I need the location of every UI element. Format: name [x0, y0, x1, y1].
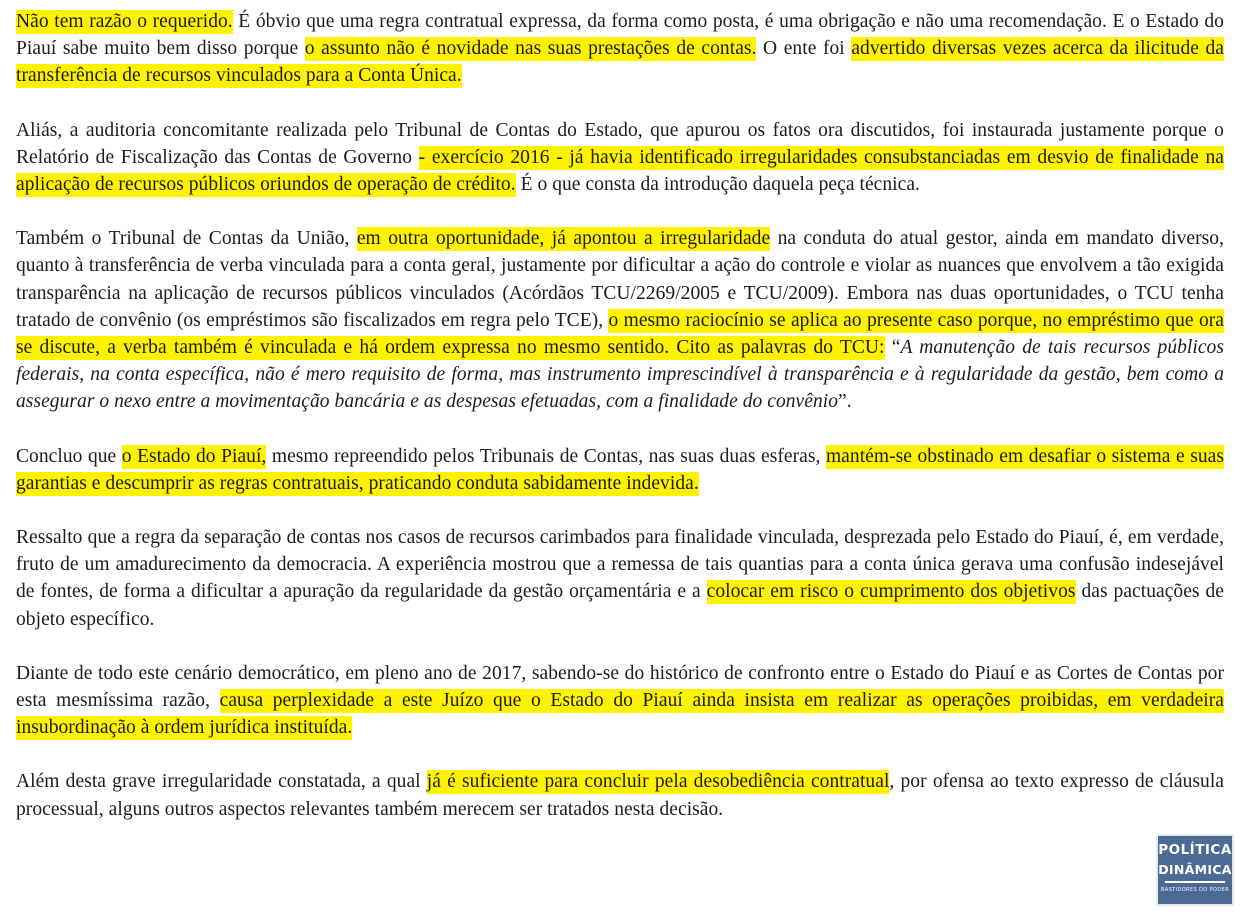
body-text: Diante de todo este cenário democrático, em pleno ano de 2017, sabendo-se do histórico de confronto entre o Estado do Piauí e as Cortes de Contas por esta mesmíssima razão,	[16, 662, 1224, 712]
highlighted-text: - exercício 2016 - já havia identificado irregularidades consubstanciadas em desvio de finalidade na aplicação de recursos públicos oriundos de operação de crédito.	[16, 146, 1224, 196]
logo-line-2: DINÂMICA	[1158, 862, 1232, 877]
logo-line-1: POLÍTICA	[1158, 842, 1232, 858]
body-text: Concluo que	[16, 445, 122, 467]
logo-tagline: BASTIDORES DO PODER	[1160, 887, 1230, 893]
body-text: das pactuações de objeto específico.	[16, 581, 1224, 630]
highlighted-text: causa perplexidade a este Juízo que o Estado do Piauí ainda insista em realizar as operações proibidas, em verdadeira insubordinação à ordem jurídica instituída.	[16, 690, 1225, 739]
highlighted-text: Não tem razão o requerido.	[16, 11, 233, 32]
body-text: Além desta grave irregularidade constatada, a qual	[16, 771, 427, 793]
logo-divider	[1165, 881, 1225, 883]
paragraph-4	[16, 443, 1224, 497]
body-text: É o que consta da introdução daquela peça técnica.	[515, 174, 920, 196]
paragraph-2	[16, 117, 1224, 199]
body-text: Ressalto que a regra da separação de contas nos casos de recursos carimbados para finalidade vinculada, desprezada pelo Estado do Piauí, é, em verdade, fruto de um amadurecimento da democracia. A experiência mostrou que a remessa de tais quantias para a conta única gerava uma confusão indesejável de fontes, de forma a dificultar a apuração da regularidade da gestão orçamentária e a	[16, 527, 1224, 603]
highlighted-text: o Estado do Piauí,	[121, 445, 267, 467]
highlighted-text: já é suficiente para concluir pela desobediência contratual	[426, 771, 890, 793]
body-text: Aliás, a auditoria concomitante realizada pelo Tribunal de Contas do Estado, que apurou os fatos ora discutidos, foi instaurada justamente porque o Relatório de Fiscalização das Contas de Governo	[16, 119, 1224, 168]
quoted-text: A manutenção de tais recursos públicos federais, na conta específica, não é mero requisito de forma, mas instrumento imprescindível à transparência e à regularidade da gestão, bem como a assegurar o nexo entre a movimentação bancária e as despesas efetuadas, com a finalidade do convênio	[16, 337, 1224, 413]
document-body	[16, 8, 1224, 823]
politica-dinamica-logo	[1156, 834, 1234, 906]
paragraph-1	[16, 8, 1224, 90]
body-text: “	[884, 337, 901, 359]
highlighted-text: colocar em risco o cumprimento dos objetivos	[706, 581, 1076, 603]
body-text: Também o Tribunal de Contas da União,	[16, 228, 357, 250]
highlighted-text: advertido diversas vezes acerca da ilicitude da transferência de recursos vinculados para a Conta Única.	[16, 38, 1225, 87]
body-text: O ente foi	[756, 38, 852, 60]
highlighted-text: mantém-se obstinado em desafiar o sistema e suas garantias e descumprir as regras contratuais, praticando conduta sabidamente indevida.	[16, 445, 1224, 494]
body-text: na conduta do atual gestor, ainda em mandato diverso, quanto à transferência de verba vinculada para a conta geral, justamente por dificultar a ação do controle e violar as nuances que envolvem a tão exigida transparência na aplicação de recursos públicos vinculados (Acórdãos TCU/2269/2005 e TCU/2009). Embora nas duas oportunidades, o TCU tenha tratado de convênio (os empréstimos são fiscalizados em regra pelo TCE),	[16, 228, 1224, 331]
body-text: mesmo repreendido pelos Tribunais de Contas, nas suas duas esferas,	[266, 445, 826, 467]
highlighted-text: o mesmo raciocínio se aplica ao presente caso porque, no empréstimo que ora se discute, a verba também é vinculada e há ordem expressa no mesmo sentido. Cito as palavras do TCU:	[16, 309, 1224, 359]
paragraph-7	[16, 768, 1224, 822]
paragraph-3	[16, 225, 1224, 415]
paragraph-6	[16, 660, 1224, 742]
highlighted-text: em outra oportunidade, já apontou a irregularidade	[356, 228, 771, 250]
paragraph-5	[16, 524, 1224, 633]
body-text: , por ofensa ao texto expresso de cláusula processual, alguns outros aspectos relevantes também merecem ser tratados nesta decisão.	[16, 771, 1225, 820]
body-text: ”.	[838, 391, 852, 413]
highlighted-text: o assunto não é novidade nas suas prestações de contas.	[304, 38, 757, 60]
body-text: É óbvio que uma regra contratual expressa, da forma como posta, é uma obrigação e não uma recomendação. E o Estado do Piauí sabe muito bem disso porque	[16, 11, 1224, 60]
